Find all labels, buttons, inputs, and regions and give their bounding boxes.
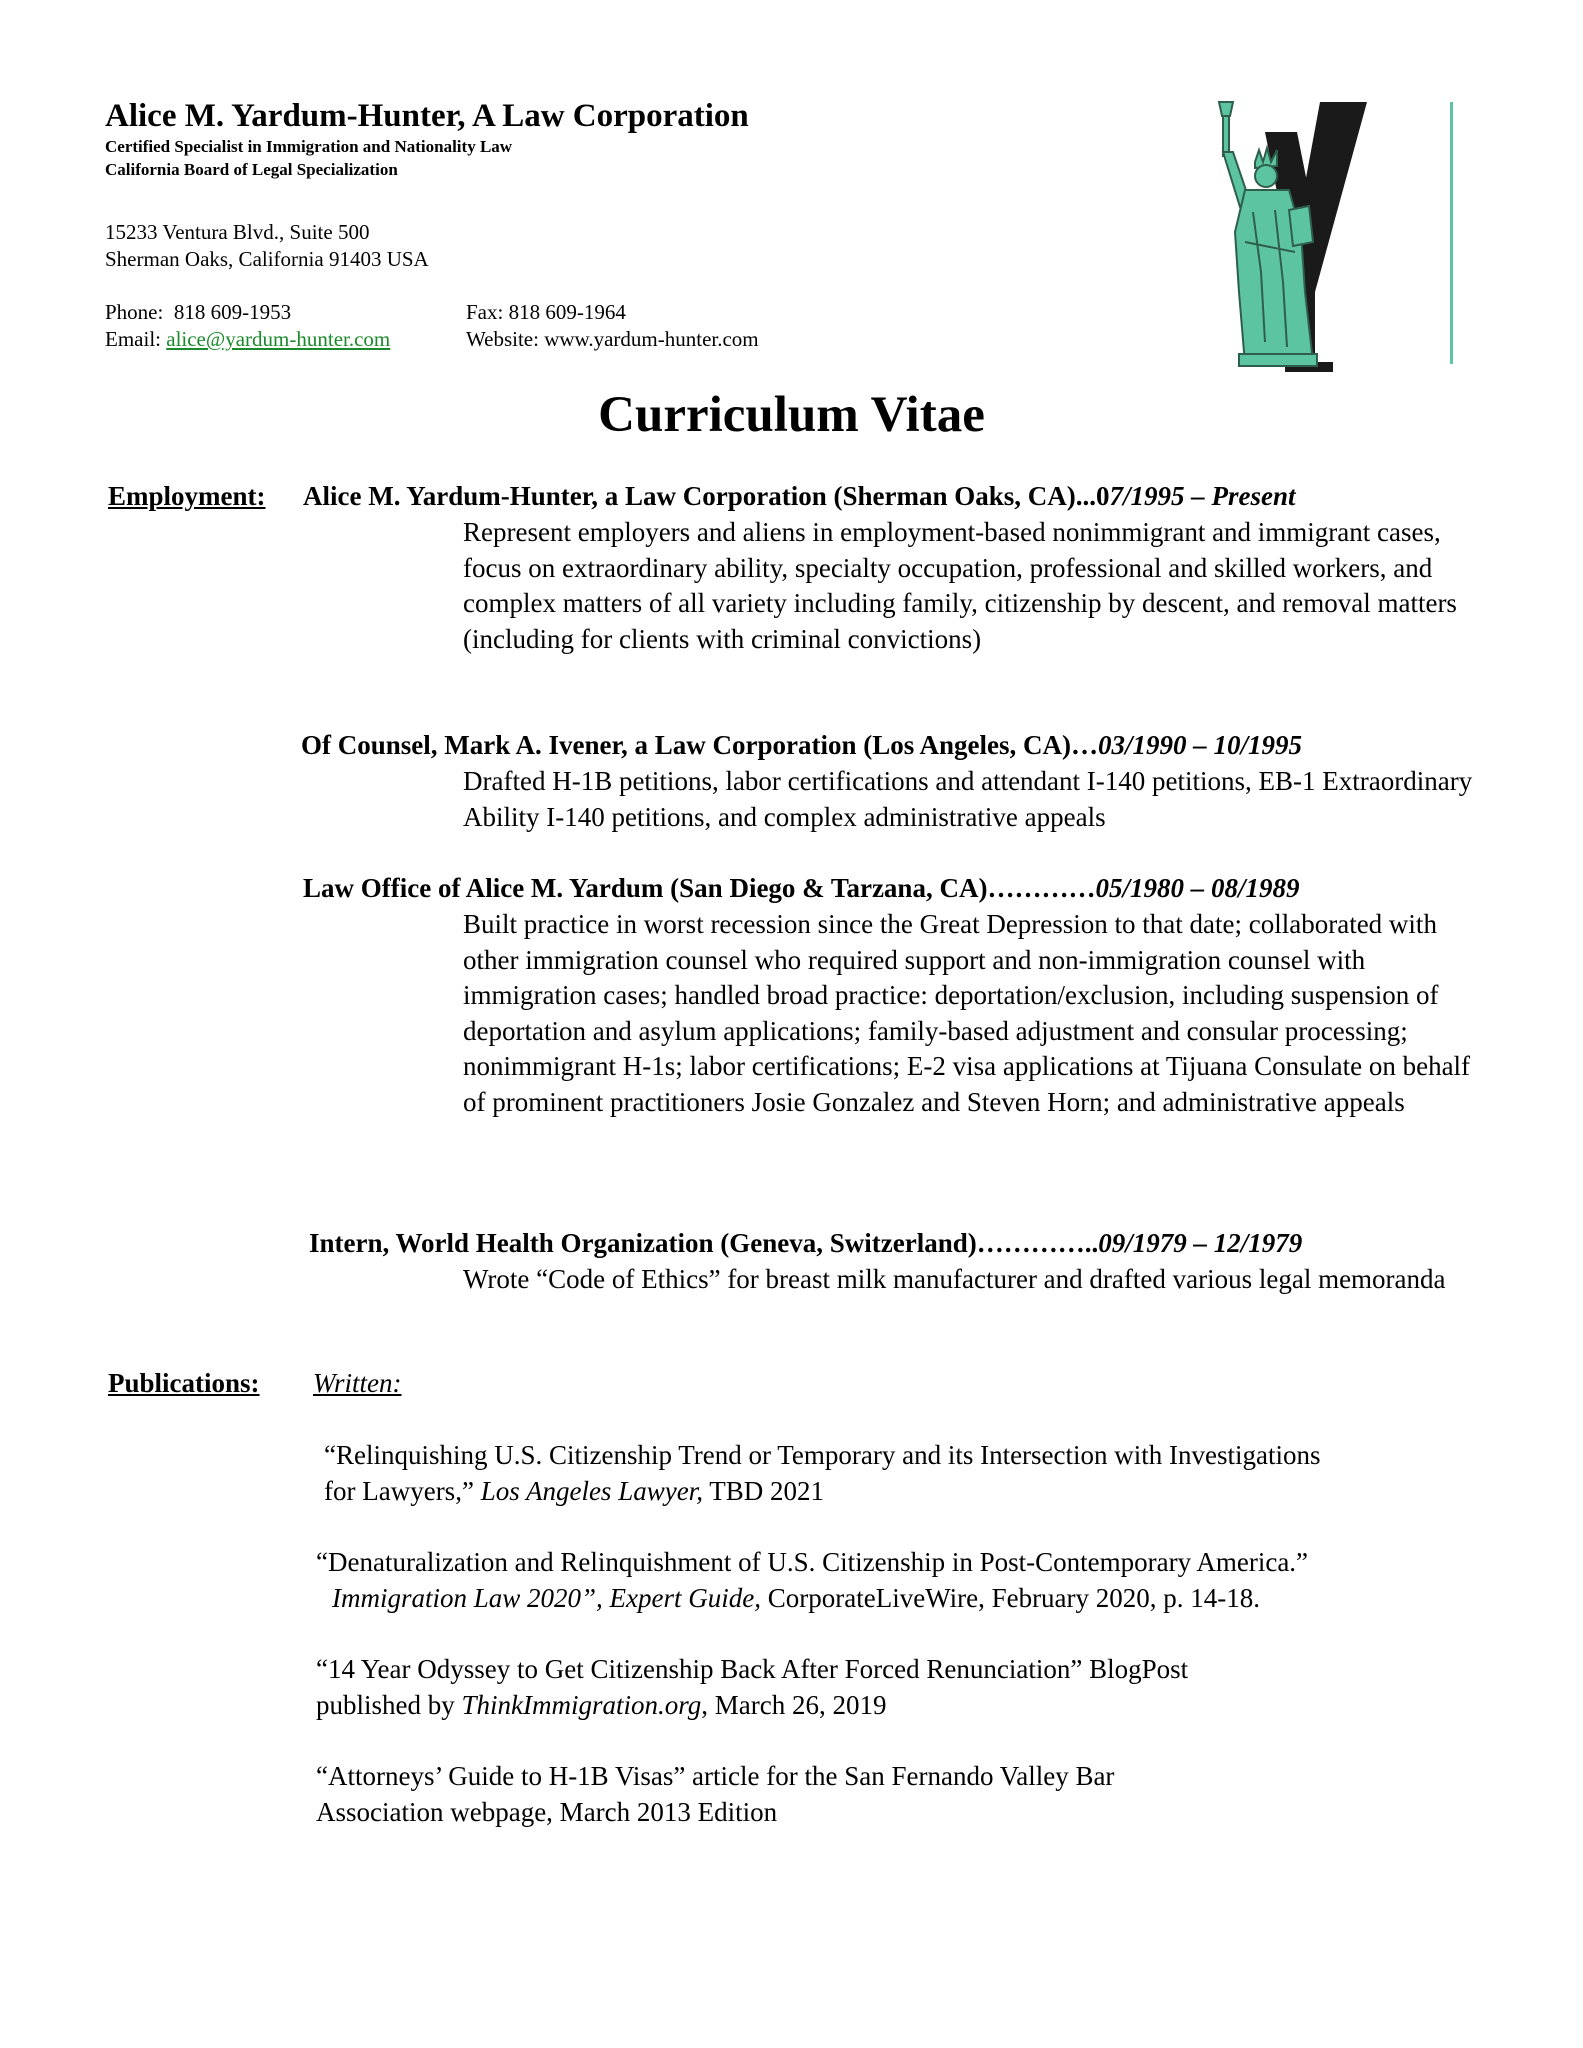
job-description: Built practice in worst recession since the Great Depression to that date; collaborated with other immigration counsel who required support and non-immigration counsel with immigration cases; handled broad practice: deportation/exclusion, including suspension of deportation and asylum applications; family-based adjustment and consular processing; nonimmigrant H-1s; labor certifications; E-2 visa applications at Tijuana Consulate on behalf of prominent practitioners Josie Gonzalez and Steven Horn; and administrative appeals [463,909,1471,1117]
fax-line [466,300,626,325]
job-title: Intern, World Health Organization (Geneva, Switzerland)………….. [309,1228,1099,1258]
job-title: Of Counsel, Mark A. Ivener, a Law Corporation (Los Angeles, CA)… [301,730,1099,760]
website-value: www.yardum-hunter.com [544,327,759,351]
publication-line: Immigration Law 2020”, Expert Guide, CorporateLiveWire, February 2020, p. 14-18. [332,1582,1261,1613]
address-line-1: 15233 Ventura Blvd., Suite 500 [105,220,370,244]
email-label: Email: [105,327,161,351]
firm-name: Alice M. Yardum-Hunter, A Law Corporation [105,98,749,134]
fax-value: 818 609-1964 [508,300,626,324]
publication-line: “Denaturalization and Relinquishment of U.S. Citizenship in Post-Contemporary America.” [316,1547,1309,1577]
publication-item [324,1438,1321,1509]
publication-item [316,1759,1114,1830]
publication-line: “Attorneys’ Guide to H-1B Visas” article for the San Fernando Valley Bar [316,1761,1115,1791]
publications-label: Publications: [108,1368,260,1398]
job-title: Alice M. Yardum-Hunter, a Law Corporation (Sherman Oaks, CA)...0 [303,481,1110,511]
page-title: Curriculum Vitae [598,387,985,443]
fax-label: Fax: [466,300,504,324]
email-line [105,327,390,352]
website-label: Website: [466,327,539,351]
board-line: California Board of Legal Specialization [105,160,398,179]
job-heading [309,1228,1302,1259]
job-heading [303,873,1299,904]
certification-line: Certified Specialist in Immigration and Nationality Law [105,137,513,156]
publication-line: “14 Year Odyssey to Get Citizenship Back After Forced Renunciation” BlogPost [316,1654,1189,1684]
statue-of-liberty-logo-icon [1205,92,1465,377]
job-dates: 05/1980 – 08/1989 [1095,873,1300,903]
job-dates: 7/1995 – Present [1109,481,1296,511]
job-description: Drafted H-1B petitions, labor certifications and attendant I-140 petitions, EB-1 Extraordinary Ability I-140 petitions, and complex administrative appeals [463,766,1473,832]
job-dates: 03/1990 – 10/1995 [1098,730,1303,760]
publication-item [316,1652,1188,1723]
phone-label: Phone: [105,300,164,324]
publication-line: “Relinquishing U.S. Citizenship Trend or Temporary and its Intersection with Investigations [324,1440,1321,1470]
publication-line: Association webpage, March 2013 Edition [316,1796,778,1827]
publication-line: published by ThinkImmigration.org, March 26, 2019 [316,1689,887,1720]
phone-value: 818 609-1953 [173,300,292,324]
job-description: Wrote “Code of Ethics” for breast milk manufacturer and drafted various legal memoranda [463,1264,1446,1294]
address-line-2: Sherman Oaks, California 91403 USA [105,247,429,271]
employment-label: Employment: [108,481,266,511]
website-line [466,327,759,352]
email-link[interactable]: alice@yardum-hunter.com [166,327,391,351]
job-heading [303,481,1295,512]
publication-item [316,1545,1308,1616]
job-heading [301,730,1302,761]
publication-line: for Lawyers,” Los Angeles Lawyer, TBD 2021 [324,1475,824,1506]
job-dates: 09/1979 – 12/1979 [1098,1228,1303,1258]
job-title: Law Office of Alice M. Yardum (San Diego & Tarzana, CA)………… [303,873,1096,903]
phone-line [105,300,291,325]
job-description: Represent employers and aliens in employment-based nonimmigrant and immigrant cases, focus on extraordinary ability, specialty occupation, professional and skilled workers, and complex matters of all variety including family, citizenship by descent, and removal matters (including for clients with criminal convictions) [463,517,1457,654]
written-label: Written: [313,1368,402,1398]
